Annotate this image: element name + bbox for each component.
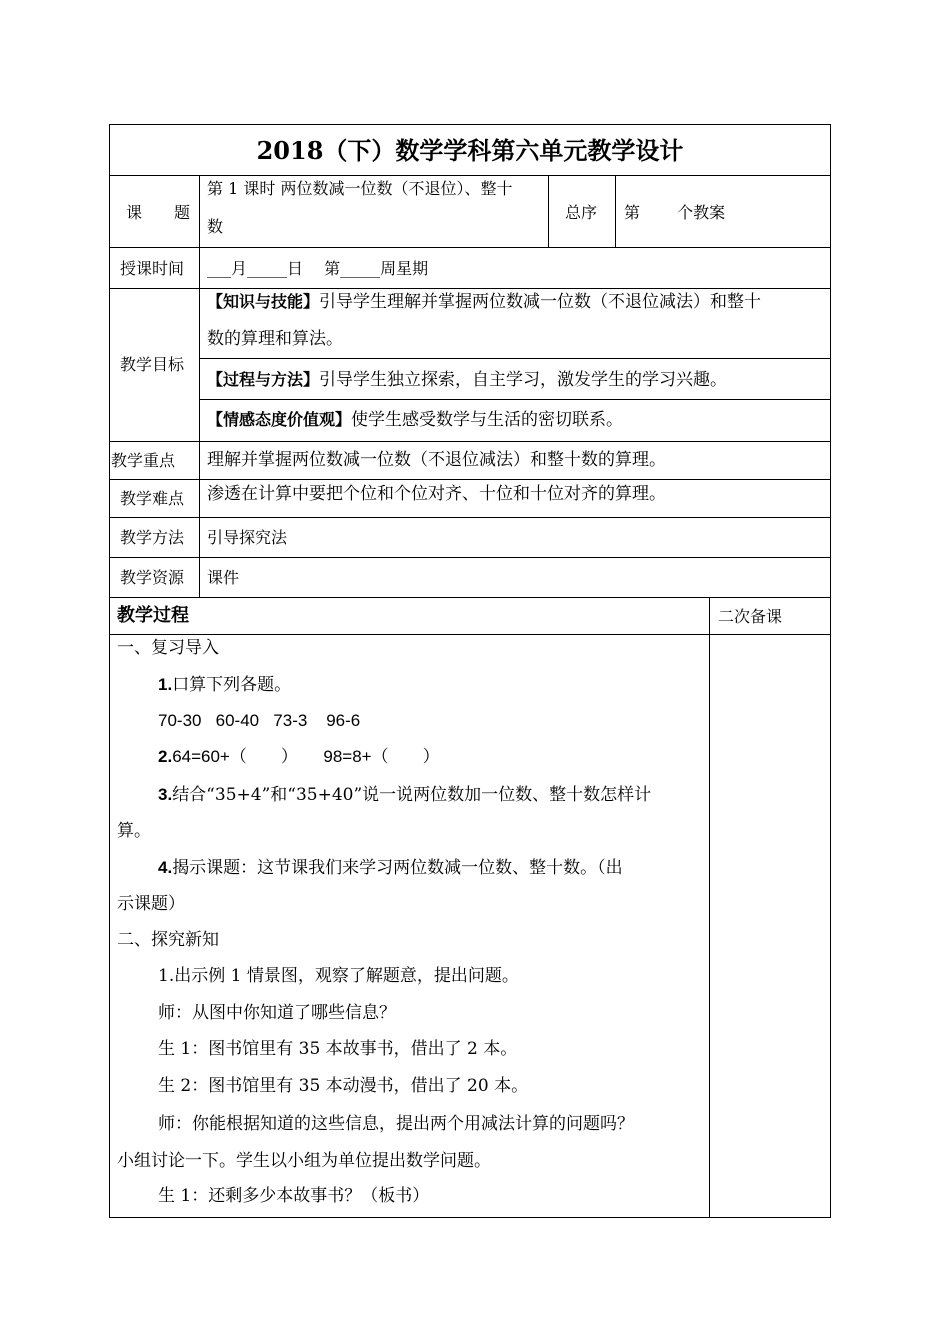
review-item-3-line-2: 算。 — [117, 821, 151, 841]
review-item-1 — [158, 676, 291, 694]
emotion-objective — [207, 412, 623, 429]
resource-label: 教学资源 — [120, 568, 185, 587]
time-value: ___月_____日 第_____周星期 — [207, 259, 429, 278]
item-number: 1. — [158, 675, 173, 694]
explore-item-1: 1.出示例 1 情景图，观察了解题意，提出问题。 — [158, 966, 519, 986]
resource-value: 课件 — [207, 568, 240, 587]
review-item-4-line-2: 示课题） — [117, 894, 185, 914]
knowledge-objective-line-2: 数的算理和算法。 — [207, 329, 343, 349]
process-header-label: 教学过程 — [117, 605, 189, 626]
student-answer-3: 生 1：还剩多少本故事书？（板书） — [158, 1186, 430, 1206]
difficulty-value: 渗透在计算中要把个位和个位对齐、十位和十位对齐的算理。 — [207, 484, 666, 504]
item-number: 3. — [158, 785, 173, 804]
knowledge-objective-line-1 — [207, 294, 761, 311]
item-number: 2. — [158, 747, 173, 766]
objectives-label: 教学目标 — [120, 355, 185, 374]
time-label: 授课时间 — [120, 259, 185, 278]
item-text: 揭示课题：这节课我们来学习两位数减一位数、整十数。（出 — [172, 858, 623, 878]
item-text: 结合“35+4”和“35+40”说一说两位数加一位数、整十数怎样计 — [172, 785, 652, 805]
method-value: 引导探究法 — [207, 528, 288, 547]
topic-label: 课 题 — [126, 203, 191, 222]
section-review-intro: 一、复习导入 — [117, 638, 219, 658]
emotion-tag: 【情感态度价值观】 — [207, 410, 352, 429]
sequence-value: 第 个教案 — [624, 203, 726, 222]
item-text: 口算下列各题。 — [172, 675, 292, 695]
teacher-question-2-line-2: 小组讨论一下。学生以小组为单位提出数学问题。 — [117, 1151, 491, 1171]
topic-line-2: 数 — [207, 217, 224, 236]
review-item-2 — [158, 748, 440, 766]
page-title: 2018（下）数学学科第六单元教学设计 — [256, 136, 684, 165]
method-label: 教学方法 — [120, 528, 185, 547]
second-preparation-label: 二次备课 — [718, 607, 783, 626]
review-item-3-line-1 — [158, 786, 651, 804]
item-number: 4. — [158, 858, 173, 877]
teacher-question-2-line-1: 师：你能根据知道的这些信息，提出两个用减法计算的问题吗？ — [158, 1114, 634, 1134]
review-exercises: 70-30 60-40 73-3 96-6 — [158, 711, 361, 730]
process-tag: 【过程与方法】 — [207, 370, 320, 389]
knowledge-text: 引导学生理解并掌握两位数减一位数（不退位减法）和整十 — [319, 292, 762, 312]
sequence-label: 总序 — [565, 203, 598, 222]
process-text: 引导学生独立探索，自主学习，激发学生的学习兴趣。 — [319, 370, 728, 390]
teacher-question-1: 师：从图中你知道了哪些信息？ — [158, 1003, 396, 1023]
key-point-label: 教学重点 — [111, 451, 176, 470]
student-answer-1: 生 1：图书馆里有 35 本故事书，借出了 2 本。 — [158, 1039, 518, 1059]
topic-line-1: 第 1 课时 两位数减一位数（不退位）、整十 — [207, 179, 513, 198]
section-explore: 二、探究新知 — [117, 930, 219, 950]
item-text: 64=60+（ ） 98=8+（ ） — [172, 747, 440, 766]
key-point-value: 理解并掌握两位数减一位数（不退位减法）和整十数的算理。 — [207, 450, 666, 470]
process-objective — [207, 372, 727, 389]
student-answer-2: 生 2：图书馆里有 35 本动漫书，借出了 20 本。 — [158, 1076, 529, 1096]
emotion-text: 使学生感受数学与生活的密切联系。 — [351, 410, 624, 430]
review-item-4-line-1 — [158, 859, 623, 877]
difficulty-label: 教学难点 — [120, 489, 185, 508]
knowledge-tag: 【知识与技能】 — [207, 292, 320, 311]
